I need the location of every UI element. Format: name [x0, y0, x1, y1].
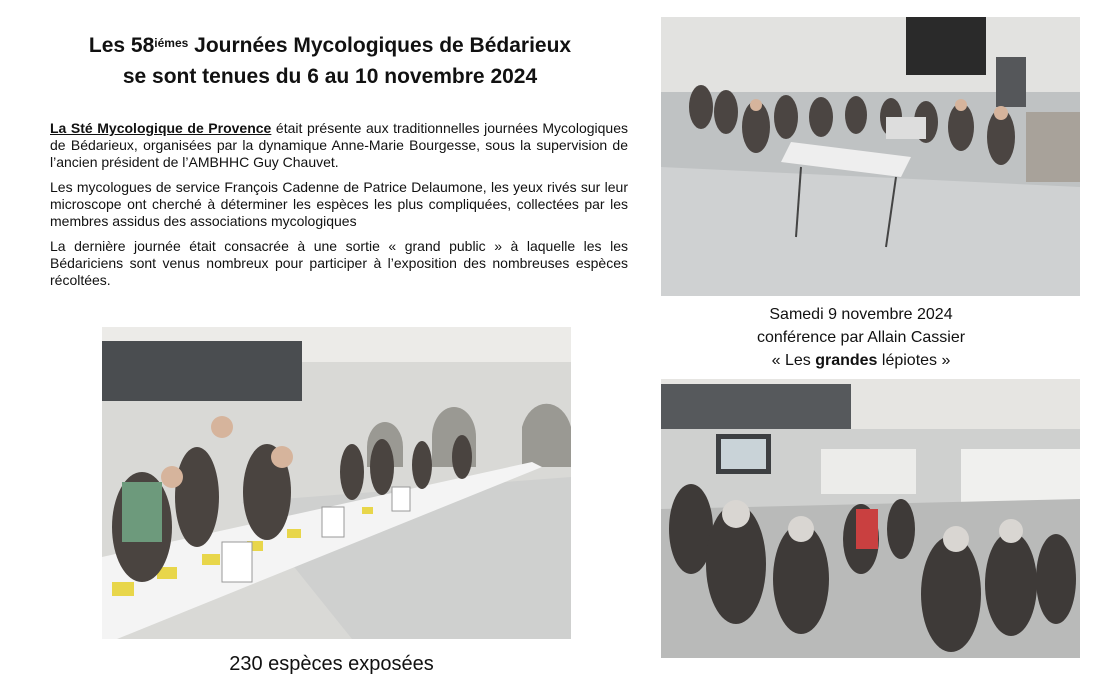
title-superscript: iémes — [154, 36, 189, 50]
audience-photo — [661, 379, 1080, 658]
organization-name: La Sté Mycologique de Provence — [50, 120, 272, 136]
exhibition-caption: 230 espèces exposées — [229, 653, 434, 675]
exhibition-photo — [102, 327, 571, 639]
conference-speaker: conférence par Allain Cassier — [756, 329, 966, 346]
article-body — [50, 120, 628, 297]
title-line-2: se sont tenues du 6 au 10 novembre 2024 — [122, 65, 538, 88]
conference-caption — [661, 303, 1061, 372]
paragraph-2: Les mycologues de service François Cadenne de Patrice Delaumone, les yeux rivés sur leur microscope ont cherché à déterminer les espèces les plus compliquées, collectées par les membres assidus des associations mycologiques — [50, 179, 628, 229]
conference-date: Samedi 9 novembre 2024 — [769, 306, 953, 323]
conference-title: « Les grandes lépiotes » — [771, 352, 951, 369]
title-line-1: Les $58^{iémes}$ Journées Mycologiques de Bédarieux — [88, 34, 572, 57]
paragraph-3: La dernière journée était consacrée à une sortie « grand public » à laquelle les les Bédariciens sont venus nombreux pour participer à l’exposition des nombreuses espèces récoltées. — [50, 238, 628, 288]
page-title — [30, 30, 630, 92]
paragraph-1: La Sté Mycologique de Provence était présente aux traditionnelles journées Mycologiques de Bédarieux, organisées par la dynamique Anne-Marie Bourgesse, sous la supervision de l’ancien président de l’AMBHHC Guy Chauvet. — [50, 120, 628, 170]
conference-photo — [661, 17, 1080, 296]
